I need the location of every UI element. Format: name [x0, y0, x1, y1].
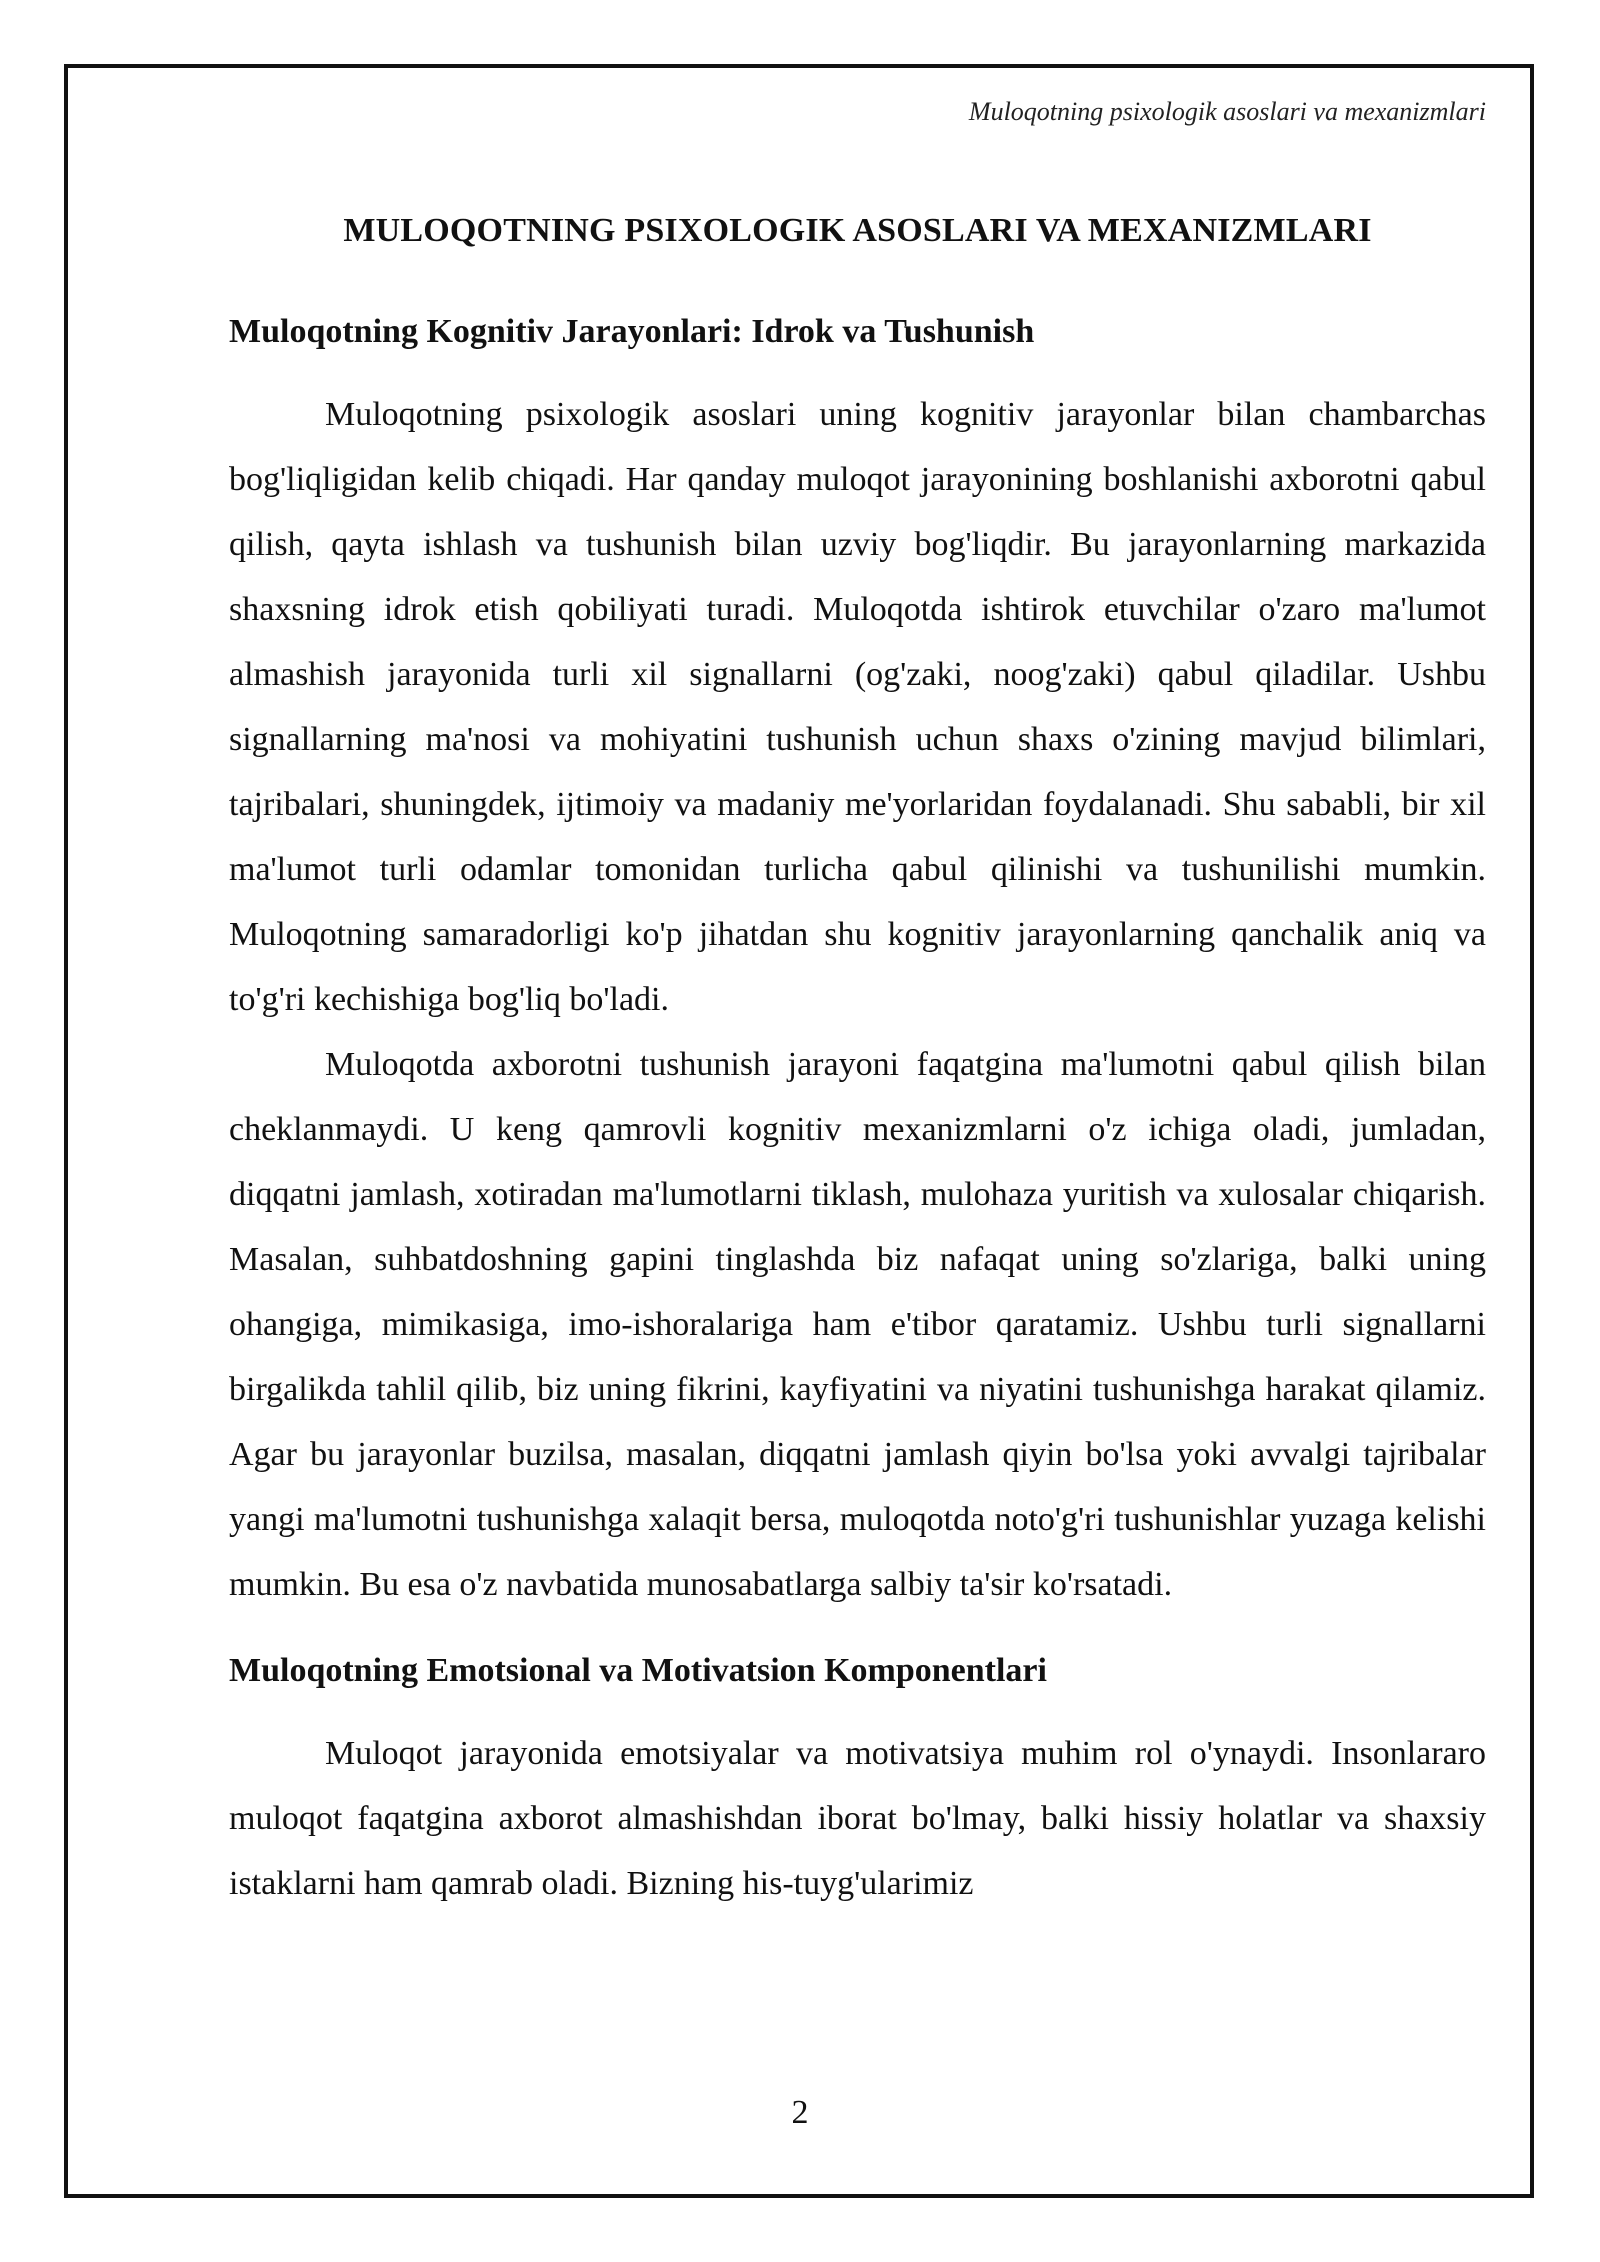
paragraph: Muloqotda axborotni tushunish jarayoni faqatgina ma'lumotni qabul qilish bilan cheklanmaydi. U keng qamrovli kognitiv mexanizmlarni o'z ichiga oladi, jumladan, diqqatni jamlash, xotiradan ma'lumotlarni tiklash, mulohaza yuritish va xulosalar chiqarish. Masalan, suhbatdoshning gapini tinglashda biz nafaqat uning so'zlariga, balki uning ohangiga, mimikasiga, imo-ishoralariga ham e'tibor qaratamiz. Ushbu turli signallarni birgalikda tahlil qilib, biz uning fikrini, kayfiyatini va niyatini tushunishga harakat qilamiz. Agar bu jarayonlar buzilsa, masalan, diqqatni jamlash qiyin bo'lsa yoki avvalgi tajribalar yangi ma'lumotni tushunishga xalaqit bersa, muloqotda noto'g'ri tushunishlar yuzaga kelishi mumkin. Bu esa o'z navbatida munosabatlarga salbiy ta'sir ko'rsatadi.: [229, 1046, 1486, 1604]
document-body: [229, 212, 1486, 1916]
running-header: Muloqotning psixologik asoslari va mexanizmlari: [968, 97, 1486, 126]
document-title: MULOQOTNING PSIXOLOGIK ASOSLARI VA MEXANIZMLARI: [343, 212, 1372, 249]
section-heading-cognitive: Muloqotning Kognitiv Jarayonlari: Idrok va Tushunish: [229, 313, 1035, 350]
section-heading-emotional: Muloqotning Emotsional va Motivatsion Komponentlari: [229, 1652, 1047, 1690]
paragraph: Muloqotning psixologik asoslari uning kognitiv jarayonlar bilan chambarchas bog'liqligidan kelib chiqadi. Har qanday muloqot jarayonining boshlanishi axborotni qabul qilish, qayta ishlash va tushunish bilan uzviy bog'liqdir. Bu jarayonlarning markazida shaxsning idrok etish qobiliyati turadi. Muloqotda ishtirok etuvchilar o'zaro ma'lumot almashish jarayonida turli xil signallarni (og'zaki, noog'zaki) qabul qiladilar. Ushbu signallarning ma'nosi va mohiyatini tushunish uchun shaxs o'zining mavjud bilimlari, tajribalari, shuningdek, ijtimoiy va madaniy me'yorlaridan foydalanadi. Shu sababli, bir xil ma'lumot turli odamlar tomonidan turlicha qabul qilinishi va tushunilishi mumkin. Muloqotning samaradorligi ko'p jihatdan shu kognitiv jarayonlarning qanchalik aniq va to'g'ri kechishiga bog'liq bo'ladi.: [229, 396, 1486, 1019]
page-number: 2: [791, 2094, 809, 2131]
paragraph: Muloqot jarayonida emotsiyalar va motivatsiya muhim rol o'ynaydi. Insonlararo muloqot faqatgina axborot almashishdan iborat bo'lmay, balki hissiy holatlar va shaxsiy istaklarni ham qamrab oladi. Bizning his-tuyg'ularimiz: [229, 1735, 1486, 1903]
